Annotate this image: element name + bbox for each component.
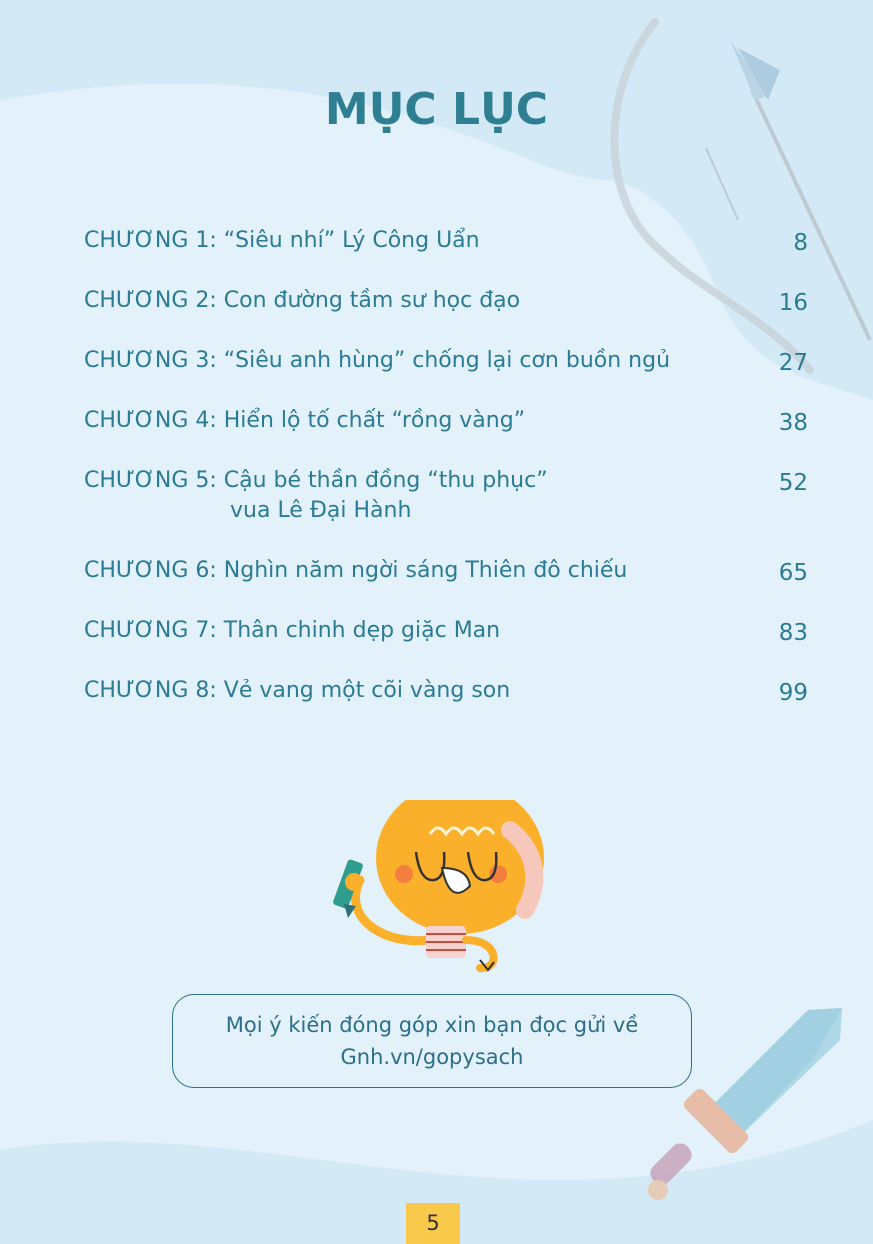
toc-entry-page: 38 [778, 410, 808, 436]
feedback-text: Mọi ý kiến đóng góp xin bạn đọc gửi về [225, 1013, 639, 1037]
toc-entry-page: 27 [778, 350, 808, 376]
toc-entry-page: 65 [778, 560, 808, 586]
toc-entry-label: CHƯƠNG 5: Cậu bé thần đồng “thu phục” [84, 468, 548, 493]
toc-entry-8[interactable] [84, 676, 808, 706]
toc-entry-label: CHƯƠNG 2: Con đường tầm sư học đạo [84, 288, 521, 313]
toc-entry-4[interactable] [84, 406, 808, 436]
toc-entry-3[interactable] [84, 346, 808, 376]
toc-entry-page: 83 [778, 620, 808, 646]
toc-entry-6[interactable] [84, 556, 808, 586]
toc-entry-2[interactable] [84, 286, 808, 316]
toc-entry-page: 52 [778, 470, 808, 496]
table-of-contents [84, 226, 808, 706]
toc-entry-7[interactable] [84, 616, 808, 646]
toc-entry-label: CHƯƠNG 7: Thân chinh dẹp giặc Man [84, 618, 501, 643]
page-title: MỤC LỤC [324, 84, 549, 135]
toc-entry-label: CHƯƠNG 8: Vẻ vang một cõi vàng son [84, 678, 511, 703]
toc-entry-label: CHƯƠNG 1: “Siêu nhí” Lý Công Uẩn [84, 228, 480, 253]
feedback-link[interactable]: Gnh.vn/gopysach [340, 1045, 524, 1069]
lightbulb-mascot-icon [330, 800, 560, 980]
toc-entry-page: 8 [793, 230, 808, 256]
toc-entry-1[interactable] [84, 226, 808, 256]
feedback-box [172, 994, 692, 1088]
toc-entry-label: CHƯƠNG 4: Hiển lộ tố chất “rồng vàng” [84, 408, 526, 433]
toc-entry-label: CHƯƠNG 6: Nghìn năm ngời sáng Thiên đô chiếu [84, 558, 628, 583]
page-number: 5 [406, 1203, 460, 1244]
toc-entry-page: 99 [778, 680, 808, 706]
toc-entry-label: CHƯƠNG 3: “Siêu anh hùng” chống lại cơn buồn ngủ [84, 348, 671, 373]
toc-entry-page: 16 [778, 290, 808, 316]
toc-entry-5[interactable] [84, 466, 808, 526]
toc-entry-label-line2: vua Lê Đại Hành [230, 498, 412, 523]
